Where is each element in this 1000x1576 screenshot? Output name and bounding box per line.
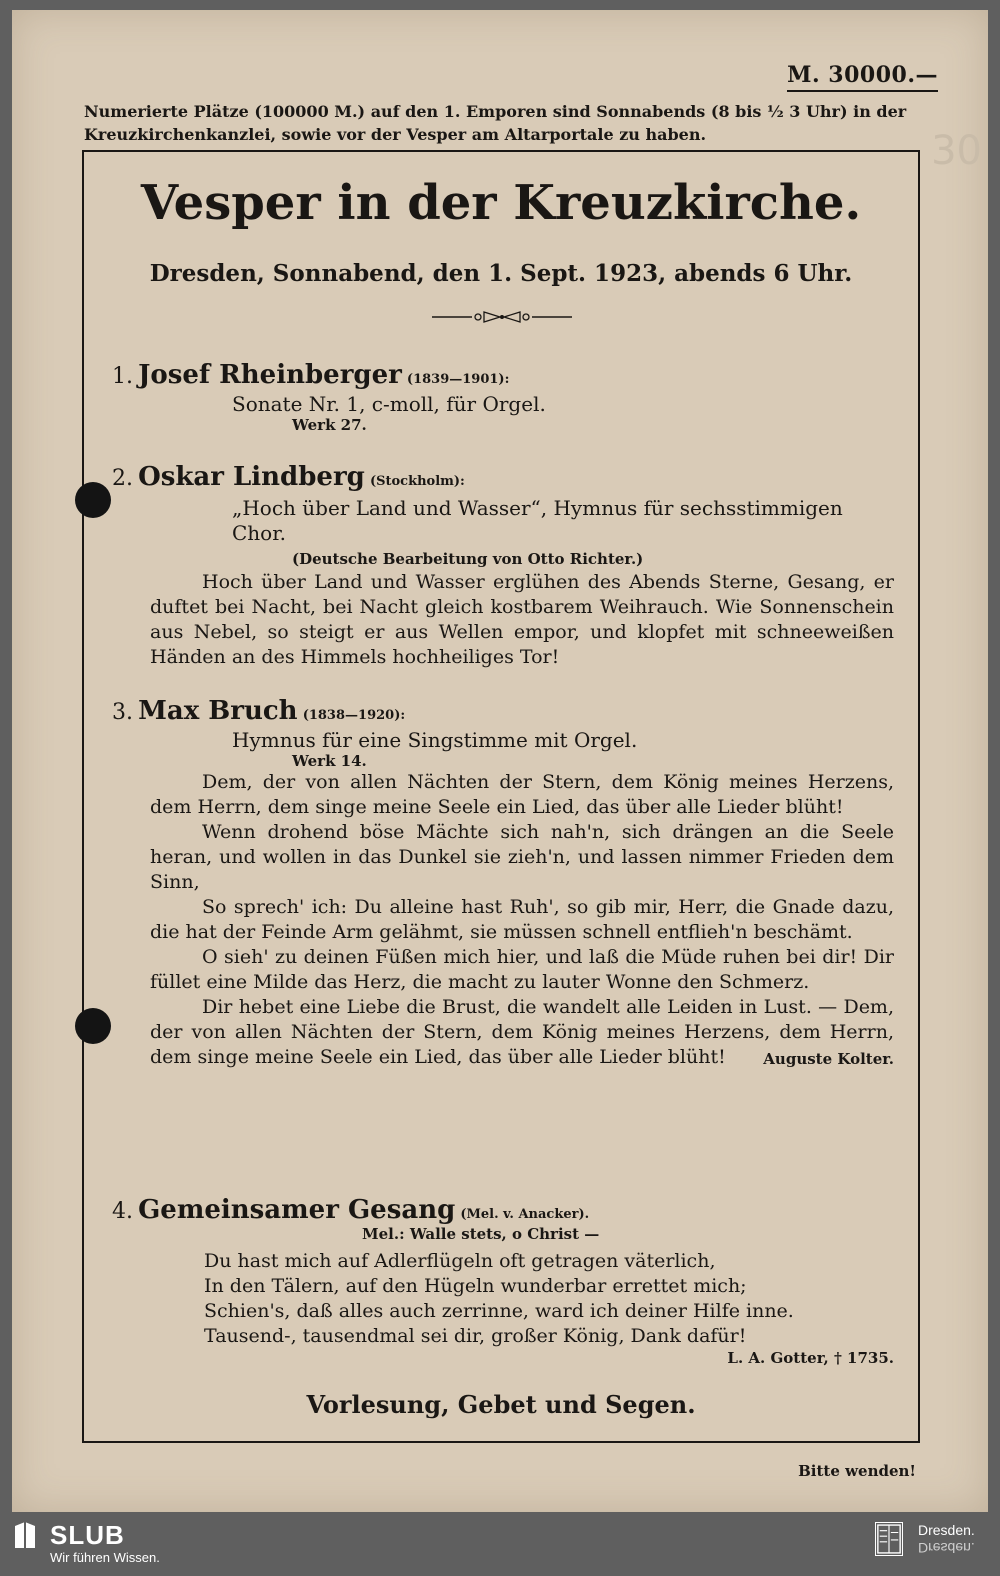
hymn-paragraph: O sieh' zu deinen Füßen mich hier, und laß die Müde ruhen bei dir! Dir füllet eine Milde das Herz, die macht zu lauter Wonne den Schmerz.: [150, 946, 894, 993]
work-title: Hymnus für eine Singstimme mit Orgel.: [232, 728, 638, 752]
translation-note: (Deutsche Bearbeitung von Otto Richter.): [292, 550, 644, 568]
dresden-label: Dresden.: [918, 1522, 975, 1538]
verse-line: Tausend-, tausendmal sei dir, großer König, Dank dafür!: [204, 1325, 747, 1347]
composer-dates: (Mel. v. Anacker).: [460, 1207, 590, 1222]
work-title: „Hoch über Land und Wasser“, Hymnus für sechsstimmigen Chor.: [232, 496, 843, 545]
composer-name: Max Bruch: [138, 696, 298, 726]
verse-line: Du hast mich auf Adlerflügeln oft getragen väterlich,: [204, 1250, 716, 1272]
hymn-verse: [204, 1249, 894, 1349]
hymn-paragraph: Dir hebet eine Liebe die Brust, die wandelt alle Leiden in Lust. — Dem, der von allen Nächten der Stern, dem König meines Herzens, dem Herrn, dem singe meine Seele ein Lied, das über alle Lieder blüht!: [150, 996, 894, 1068]
item-number: 1.: [112, 364, 133, 389]
program-item-2: [112, 462, 894, 670]
opus-number: Werk 27.: [292, 416, 367, 434]
turn-page-note: Bitte wenden!: [798, 1462, 916, 1480]
slub-brand: SLUB: [50, 1520, 125, 1550]
composer-name: Josef Rheinberger: [138, 360, 402, 390]
program-item-4: [112, 1195, 894, 1367]
hymn-paragraph: Dem, der von allen Nächten der Stern, dem König meines Herzens, dem Herrn, dem singe meine Seele ein Lied, das über alle Lieder blüht!: [150, 771, 894, 818]
pencil-annotation: 30: [931, 128, 982, 174]
program-item-1: [112, 360, 902, 434]
item-number: 2.: [112, 466, 133, 491]
verse-line: In den Tälern, auf den Hügeln wunderbar errettet mich;: [204, 1275, 747, 1297]
hymn-paragraph: So sprech' ich: Du alleine hast Ruh', so gib mir, Herr, die Gnade dazu, die hat der Feinde Arm gelähmt, sie müssen schnell entflieh'n beschämt.: [150, 896, 894, 943]
composer-dates: (1839—1901):: [406, 372, 510, 387]
author-signature: L. A. Gotter, † 1735.: [727, 1349, 894, 1367]
composer-dates: (Stockholm):: [369, 474, 465, 489]
verse-line: Schien's, daß alles auch zerrinne, ward ich deiner Hilfe inne.: [204, 1300, 794, 1322]
composer-name: Oskar Lindberg: [138, 462, 365, 492]
punch-hole: [75, 482, 111, 518]
slub-logo-icon: [12, 1520, 38, 1550]
item-number: 4.: [112, 1199, 133, 1224]
page-title: Vesper in der Kreuzkirche.: [140, 175, 862, 231]
slub-tagline: Wir führen Wissen.: [50, 1550, 160, 1565]
hymn-text: Hoch über Land und Wasser erglühen des Abends Sterne, Gesang, er duftet bei Nacht, bei Nacht gleich kostbarem Weihrauch. Wie Sonnenschein aus Nebel, so steigt er aus Wellen empor, und klopfet mit schneeweißen Händen an des Himmels hochheiliges Tor!: [150, 571, 894, 668]
price-label: M. 30000.—: [787, 62, 938, 92]
item-number: 3.: [112, 700, 133, 725]
event-date-line: Dresden, Sonnabend, den 1. Sept. 1923, abends 6 Uhr.: [149, 260, 853, 287]
punch-hole: [75, 1008, 111, 1044]
footer-bar: [0, 1512, 1000, 1576]
dresden-label-reflection: Dresden.: [918, 1540, 975, 1556]
program-item-3: [112, 696, 894, 1068]
composer-dates: (1838—1920):: [302, 708, 406, 723]
closing-line: Vorlesung, Gebet und Segen.: [306, 1390, 696, 1419]
composer-name: Gemeinsamer Gesang: [138, 1195, 456, 1225]
ornament-divider-icon: [432, 310, 572, 324]
author-signature: Auguste Kolter.: [763, 1050, 894, 1068]
dresden-crest-icon: [875, 1522, 903, 1556]
opus-number: Werk 14.: [292, 752, 367, 770]
melody-note: Mel.: Walle stets, o Christ —: [362, 1225, 600, 1243]
work-title: Sonate Nr. 1, c-moll, für Orgel.: [232, 392, 546, 416]
program-sheet: [12, 10, 988, 1512]
seat-notice: Numerierte Plätze (100000 M.) auf den 1. Emporen sind Sonnabends (8 bis ½ 3 Uhr) in der Kreuzkirchenkanzlei, sowie vor der Vesper am Altarportale zu haben.: [84, 102, 907, 144]
hymn-paragraph: Wenn drohend böse Mächte sich nah'n, sich drängen an die Seele heran, und wollen in das Dunkel sie zieh'n, und lassen nimmer Frieden dem Sinn,: [150, 821, 894, 893]
